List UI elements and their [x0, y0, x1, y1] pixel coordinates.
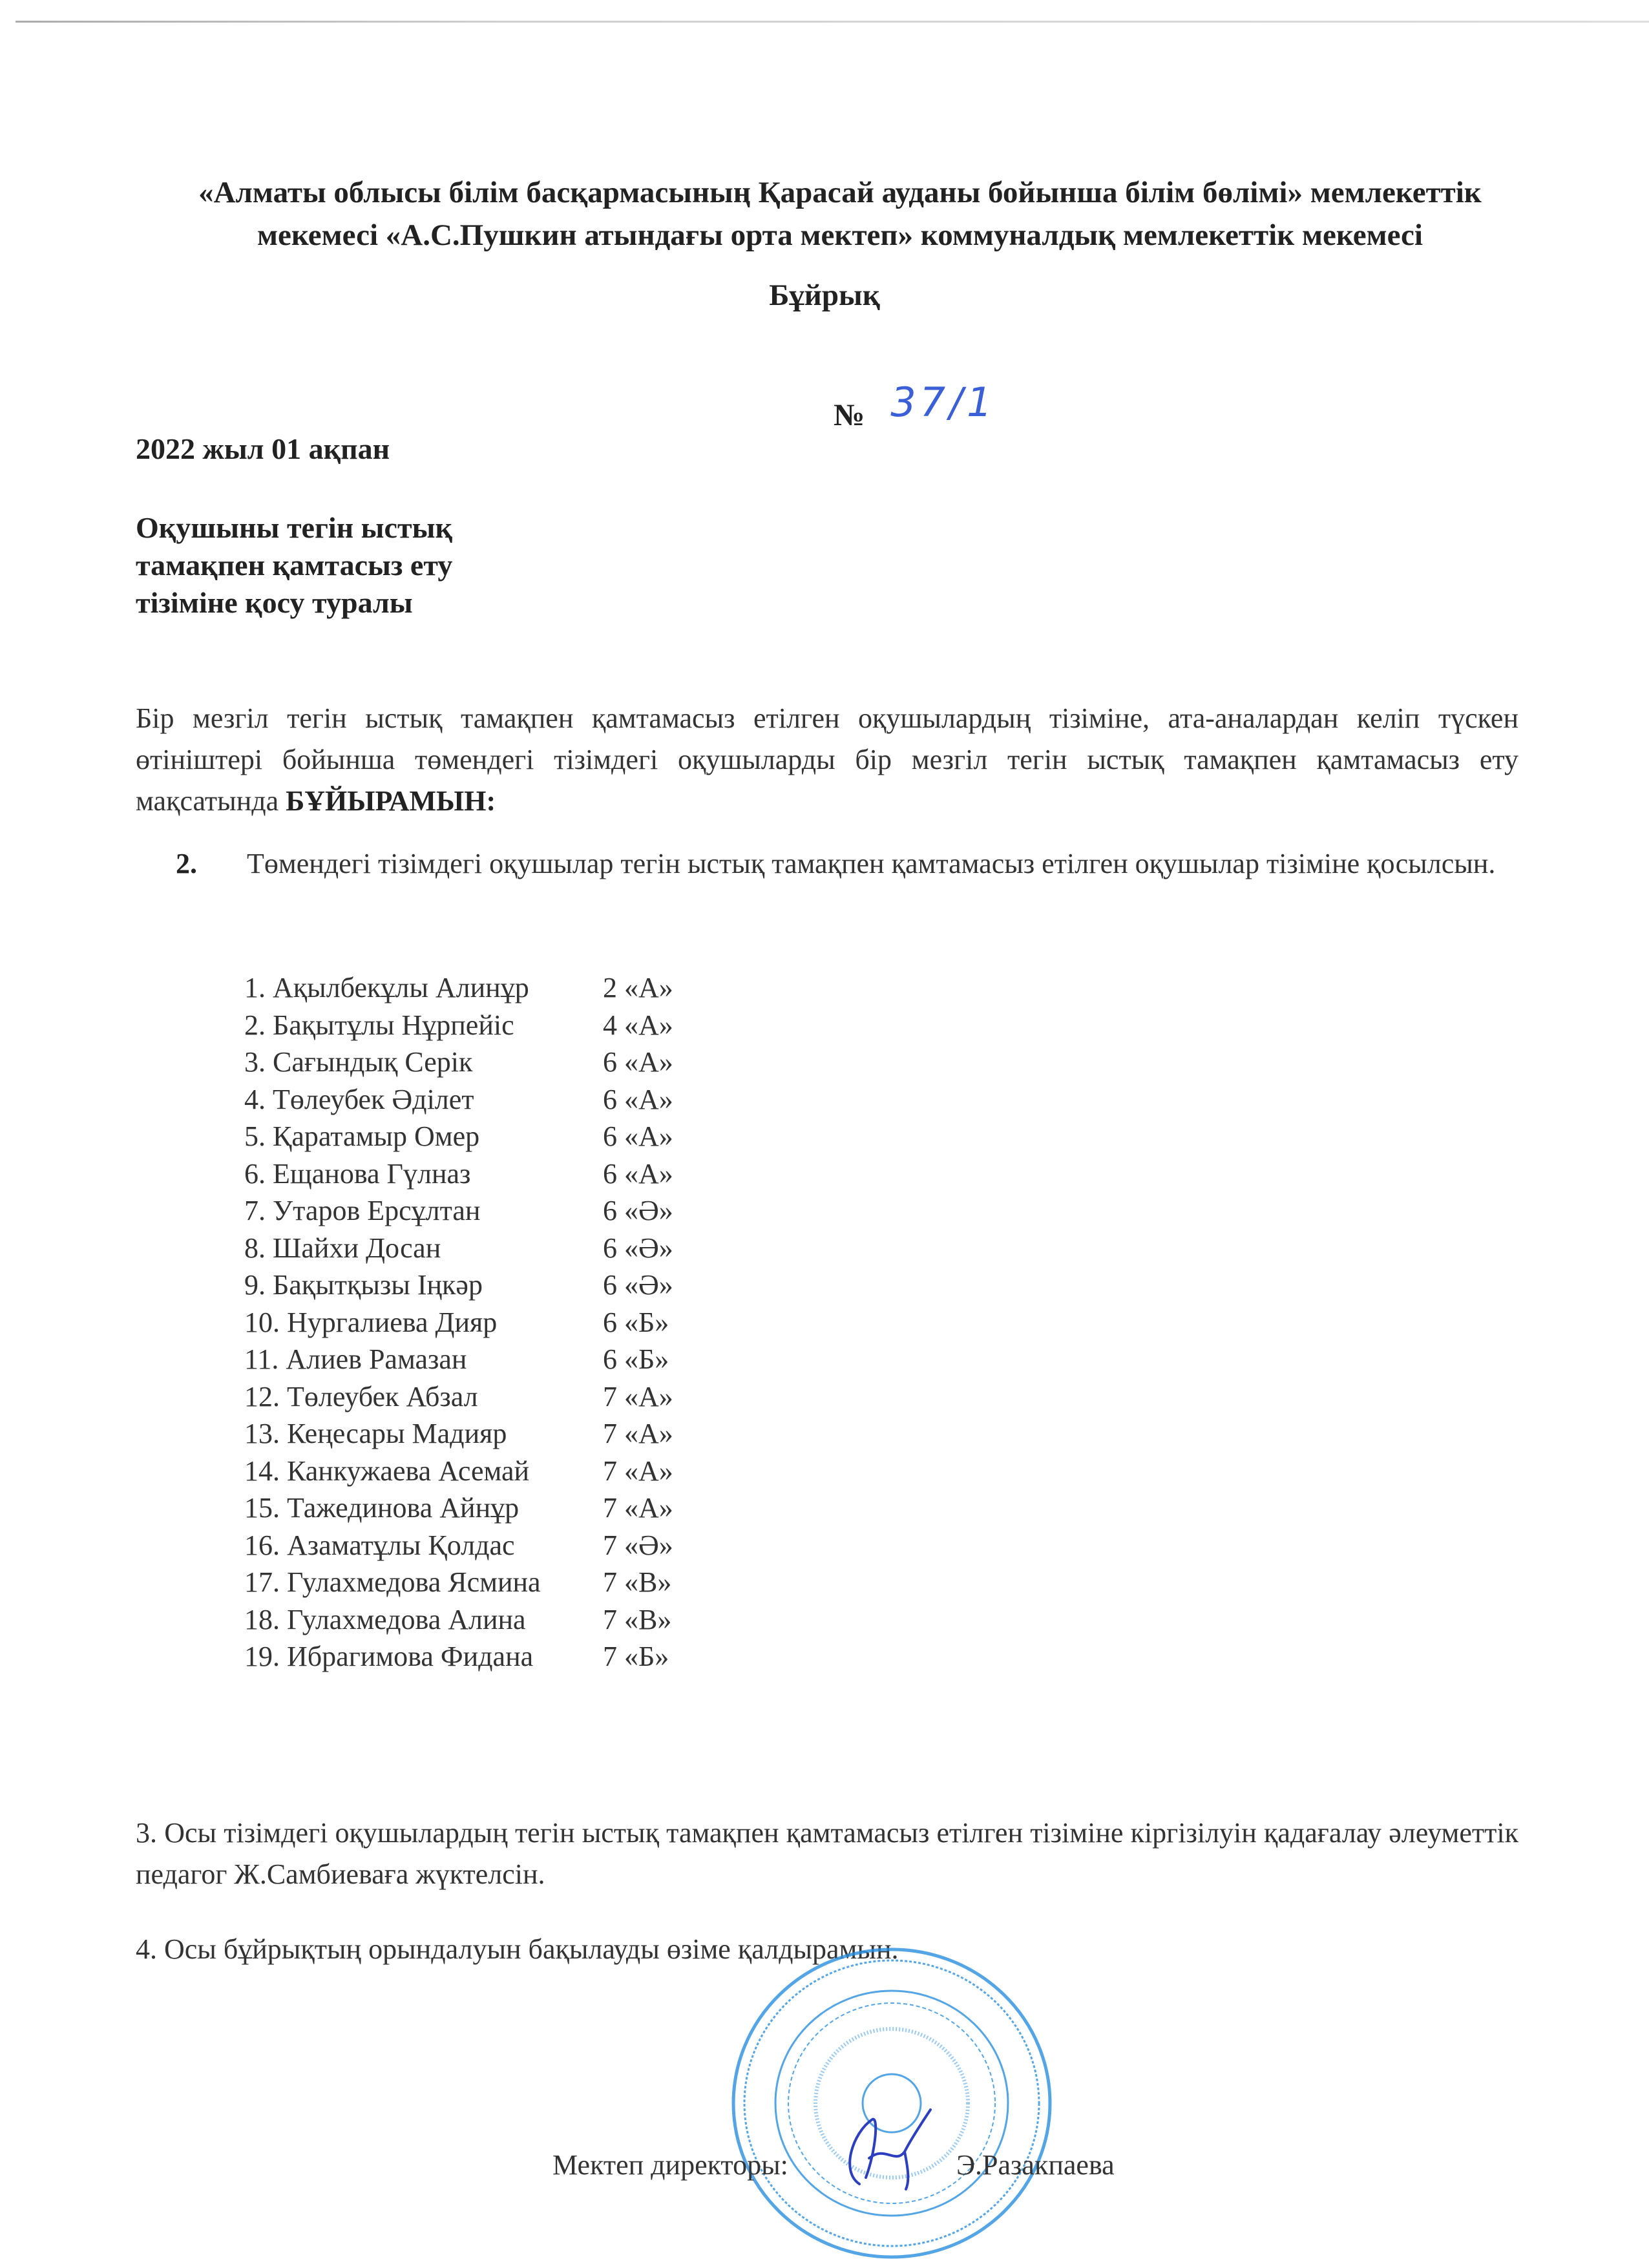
order-subject — [136, 509, 452, 622]
intro-emphasis: БҰЙЫРАМЫН: — [286, 785, 496, 817]
institution-header — [129, 171, 1551, 257]
intro-paragraph — [136, 698, 1518, 822]
institution-header-line-1: «Алматы облысы білім басқармасының Қарасай ауданы бойынша білім бөлімі» мемлекеттік — [198, 176, 1482, 209]
student-class: 7 «А» — [603, 1418, 673, 1449]
student-name: 4. Төлеубек Әділет — [244, 1083, 474, 1115]
order-item-4: 4. Осы бұйрықтың орындалуын бақылауды өзіме қалдырамын. — [136, 1933, 899, 1965]
scan-edge-line — [16, 21, 1649, 23]
student-class: 6 «Ә» — [603, 1232, 673, 1264]
order-number — [834, 379, 996, 435]
student-name: 6. Ещанова Гүлназ — [244, 1157, 471, 1190]
student-class: 2 «А» — [603, 972, 673, 1003]
student-class: 6 «Ә» — [603, 1269, 673, 1301]
student-name: 17. Гулахмедова Ясмина — [244, 1566, 541, 1598]
student-name: 1. Ақылбекұлы Алинұр — [244, 972, 529, 1003]
signatory-name: Э.Разакпаева — [956, 2149, 1115, 2181]
order-date: 2022 жыл 01 ақпан — [136, 432, 390, 465]
student-class: 6 «Б» — [603, 1306, 669, 1338]
student-class: 6 «Б» — [603, 1343, 669, 1375]
student-class: 4 «А» — [603, 1009, 673, 1041]
student-name: 13. Кеңесары Мадияр — [244, 1418, 507, 1449]
subject-line: тамақпен қамтасыз ету — [136, 549, 453, 582]
handwritten-order-number: 37/1 — [890, 379, 996, 426]
student-class: 6 «А» — [603, 1157, 673, 1190]
student-name: 9. Бақытқызы Іңкәр — [244, 1269, 483, 1301]
student-name: 15. Тажединова Айнұр — [244, 1492, 520, 1524]
student-class: 7 «Ә» — [603, 1529, 673, 1561]
student-name: 19. Ибрагимова Фидана — [244, 1641, 534, 1672]
stamp-outer-ring — [733, 1949, 1050, 2257]
stamp-ring — [775, 1991, 1008, 2216]
subject-line: тізіміне қосу туралы — [136, 586, 413, 619]
student-class: 7 «В» — [603, 1603, 672, 1635]
student-class: 6 «А» — [603, 1120, 673, 1152]
subject-line: Оқушыны тегін ыстық — [136, 511, 452, 544]
intro-text: Бір мезгіл тегін ыстық тамақпен қамтамасыз етілген оқушылардың тізіміне, ата-аналардан келіп түскен өтініштері бойынша төмендегі тізімдегі оқушыларды бір мезгіл тегін ыстық тамақпен қамтамасыз ету мақсатында — [136, 702, 1518, 817]
director-signature — [834, 2106, 956, 2190]
institution-header-line-2: мекемесі «А.С.Пушкин атындағы орта мектеп» коммуналдық мемлекеттік мекемесі — [257, 218, 1423, 252]
student-name: 5. Қаратамыр Омер — [244, 1120, 480, 1152]
student-name: 10. Нургалиева Дияр — [244, 1306, 498, 1338]
student-class: 7 «А» — [603, 1454, 673, 1487]
student-name: 11. Алиев Рамазан — [244, 1343, 467, 1375]
item-text: Төмендегі тізімдегі оқушылар тегін ыстық тамақпен қамтамасыз етілген оқушылар тізіміне қосылсын. — [247, 848, 1496, 879]
student-name: 3. Сағындық Серік — [244, 1046, 473, 1078]
student-name: 18. Гулахмедова Алина — [244, 1603, 526, 1635]
student-name: 7. Утаров Ерсұлтан — [244, 1195, 481, 1226]
official-stamp — [724, 1942, 1060, 2265]
student-name: 12. Төлеубек Абзал — [244, 1380, 478, 1412]
student-class: 7 «В» — [603, 1566, 672, 1598]
number-symbol: № — [834, 398, 865, 432]
order-item-2 — [176, 843, 1520, 885]
stamp-ring — [744, 1960, 1039, 2246]
student-class: 7 «А» — [603, 1492, 673, 1524]
student-class: 6 «А» — [603, 1083, 673, 1115]
stamp-emblem-center — [863, 2074, 921, 2132]
stamp-emblem — [815, 2029, 968, 2178]
student-class: 6 «А» — [603, 1046, 673, 1078]
student-name: 8. Шайхи Досан — [244, 1232, 441, 1264]
document-type-title: Бұйрық — [769, 278, 880, 312]
student-name: 2. Бақытұлы Нұрпейіс — [244, 1009, 514, 1041]
student-class: 6 «Ә» — [603, 1195, 673, 1226]
order-item-3: 3. Осы тізімдегі оқушылардың тегін ыстық тамақпен қамтамасыз етілген тізіміне кіргізілуін қадағалау әлеуметтік педагог Ж.Самбиеваға жүктелсін. — [136, 1817, 1518, 1890]
student-name: 14. Канкужаева Асемай — [244, 1454, 530, 1487]
student-class: 7 «А» — [603, 1380, 673, 1412]
signatory-role: Мектеп директоры: — [552, 2149, 788, 2181]
student-class: 7 «Б» — [603, 1641, 669, 1672]
student-name: 16. Азаматұлы Қолдас — [244, 1529, 515, 1561]
item-number: 2. — [176, 848, 197, 879]
